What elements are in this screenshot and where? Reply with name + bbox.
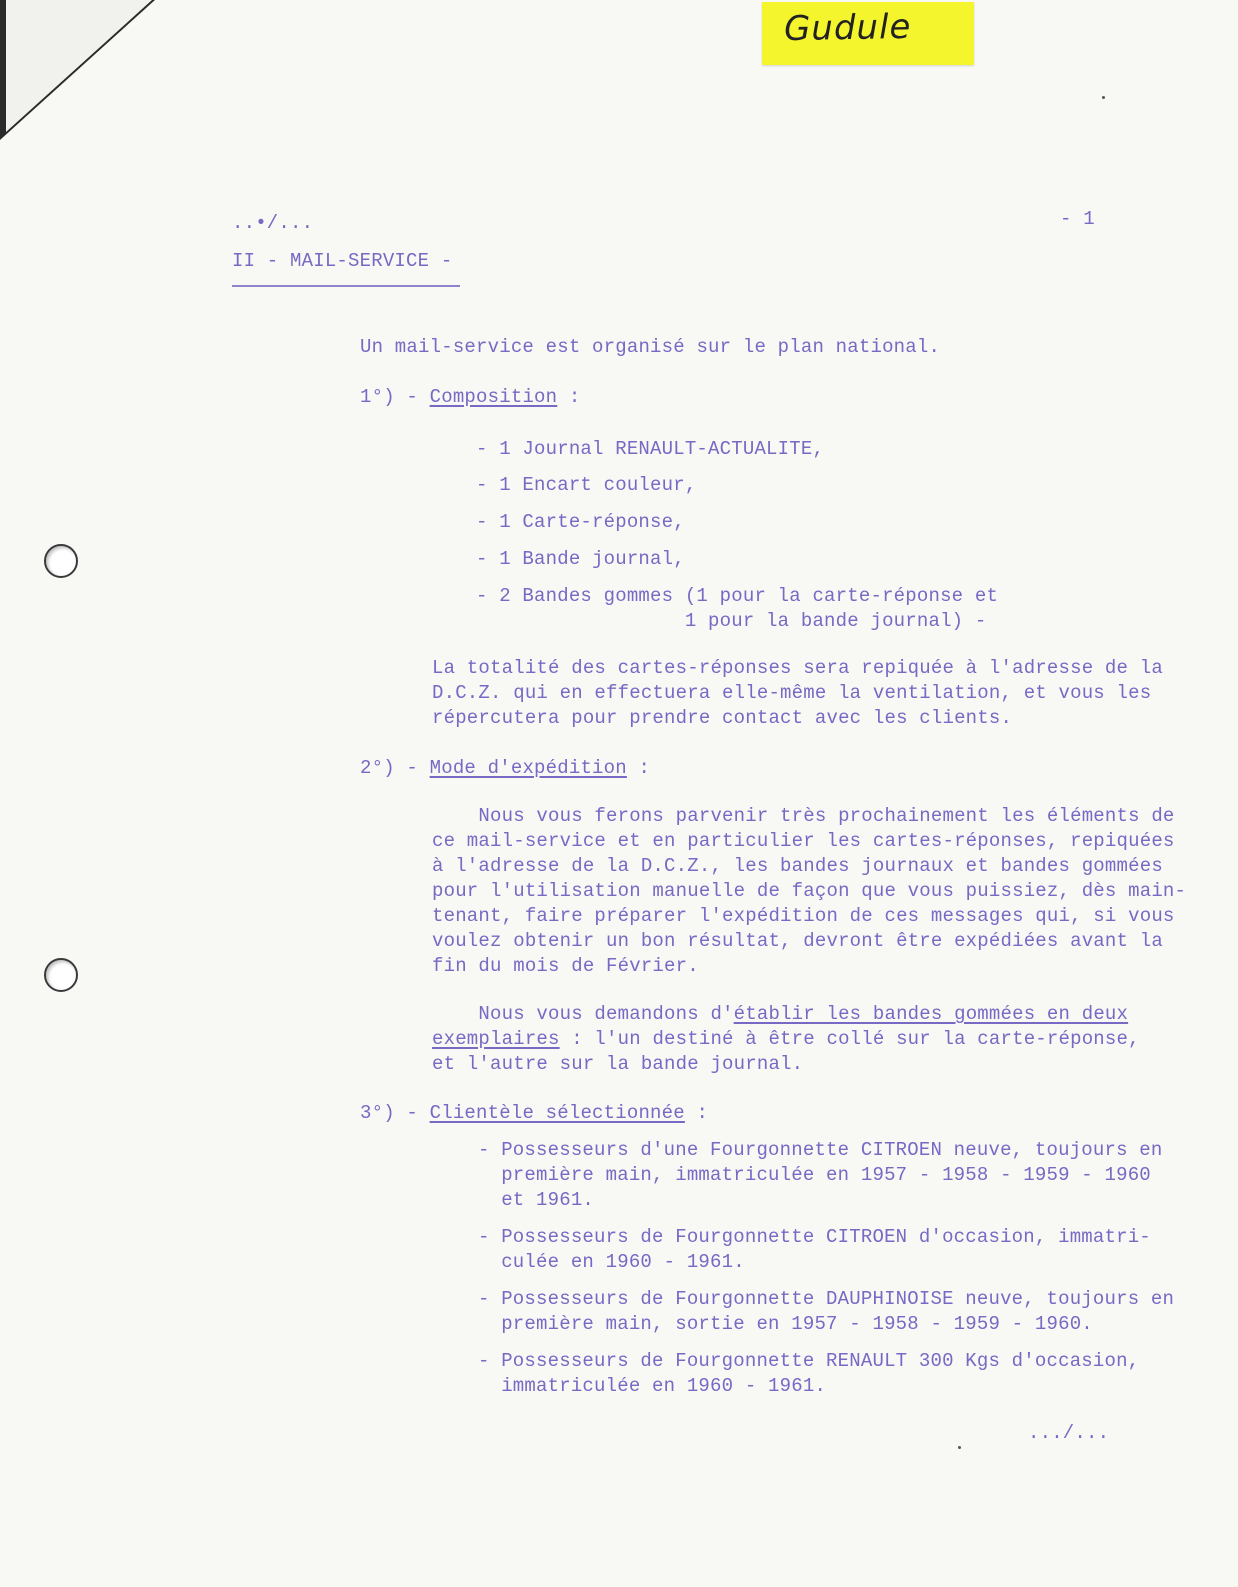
clientele-entry-line: - Possesseurs d'une Fourgonnette CITROEN neuve, toujours en <box>478 1139 1163 1161</box>
sticky-note <box>762 2 974 65</box>
item-2-heading-suffix: : <box>626 757 651 779</box>
punch-hole-top <box>44 544 78 578</box>
composition-paragraph-line: D.C.Z. qui en effectuera elle-même la ventilation, et vous les <box>432 682 1152 704</box>
composition-item: - 1 Encart couleur, <box>476 474 697 496</box>
item-1-heading-suffix: : <box>557 386 581 408</box>
item-2-number: 2°) - <box>360 757 430 779</box>
composition-item: - 1 Bande journal, <box>476 548 685 570</box>
expedition-paragraph-line: à l'adresse de la D.C.Z., les bandes journaux et bandes gommées <box>432 855 1163 877</box>
paragraph2-rest: : l'un destiné à être collé sur la carte-réponse, <box>559 1028 1140 1050</box>
clientele-entry-line: - Possesseurs de Fourgonnette RENAULT 300 Kgs d'occasion, <box>478 1350 1140 1372</box>
expedition-paragraph2-line3: et l'autre sur la bande journal. <box>432 1053 804 1075</box>
clientele-entry-line: - Possesseurs de Fourgonnette CITROEN d'occasion, immatri- <box>478 1226 1151 1248</box>
expedition-paragraph-line: ce mail-service et en particulier les cartes-réponses, repiquées <box>432 830 1175 852</box>
item-1-number: 1°) - <box>360 386 430 408</box>
continuation-marker-bottom: .../... <box>1028 1422 1110 1444</box>
expedition-paragraph-line: fin du mois de Février. <box>432 955 699 977</box>
section-title-underline <box>232 285 460 287</box>
expedition-paragraph2-line2 <box>432 1026 1140 1052</box>
expedition-paragraph-line: pour l'utilisation manuelle de façon que vous puissiez, dès main- <box>432 880 1187 902</box>
expedition-paragraph2-line1 <box>432 1001 1128 1027</box>
page-number: - 1 <box>1060 208 1095 230</box>
item-3-heading: Clientèle sélectionnée <box>429 1102 685 1124</box>
clientele-entry-line: - Possesseurs de Fourgonnette DAUPHINOISE neuve, toujours en <box>478 1288 1175 1310</box>
composition-item: 1 pour la bande journal) - <box>476 610 987 632</box>
composition-paragraph-line: La totalité des cartes-réponses sera repiquée à l'adresse de la <box>432 657 1163 679</box>
paragraph2-emphasis-end: exemplaires <box>432 1028 560 1050</box>
item-3-heading-suffix: : <box>684 1102 709 1124</box>
expedition-paragraph-line: Nous vous ferons parvenir très prochainement les éléments de <box>432 805 1175 827</box>
expedition-paragraph-line: voulez obtenir un bon résultat, devront être expédiées avant la <box>432 930 1163 952</box>
paragraph2-lead: Nous vous demandons d' <box>432 1003 734 1025</box>
punch-hole-bottom <box>44 958 78 992</box>
clientele-entry-line: culée en 1960 - 1961. <box>478 1251 745 1273</box>
item-2-heading-line <box>360 755 650 781</box>
paper-speck <box>1102 96 1105 99</box>
clientele-entry-line: première main, sortie en 1957 - 1958 - 1959 - 1960. <box>478 1313 1093 1335</box>
clientele-entry-line: et 1961. <box>478 1189 595 1211</box>
item-3-heading-line <box>360 1100 708 1126</box>
section-intro: Un mail-service est organisé sur le plan national. <box>360 336 941 358</box>
item-1-heading-line <box>360 384 580 410</box>
clientele-entry-line: immatriculée en 1960 - 1961. <box>478 1375 827 1397</box>
composition-item: - 1 Carte-réponse, <box>476 511 685 533</box>
paragraph2-emphasis: établir les bandes gommées en deux <box>733 1003 1129 1025</box>
item-3-number: 3°) - <box>360 1102 430 1124</box>
item-2-heading: Mode d'expédition <box>429 757 627 779</box>
composition-paragraph-line: répercutera pour prendre contact avec les clients. <box>432 707 1013 729</box>
sticky-note-text: Gudule <box>783 6 912 50</box>
section-title: II - MAIL-SERVICE - <box>232 250 453 272</box>
item-1-heading: Composition <box>429 386 558 408</box>
paper-speck <box>958 1446 961 1449</box>
composition-item: - 1 Journal RENAULT-ACTUALITE, <box>476 438 825 460</box>
continuation-marker-top: ..•/... <box>232 212 314 234</box>
composition-item: - 2 Bandes gommes (1 pour la carte-réponse et <box>476 585 999 607</box>
folded-corner-flap <box>6 0 152 132</box>
clientele-entry-line: première main, immatriculée en 1957 - 1958 - 1959 - 1960 <box>478 1164 1151 1186</box>
expedition-paragraph-line: tenant, faire préparer l'expédition de ces messages qui, si vous <box>432 905 1175 927</box>
